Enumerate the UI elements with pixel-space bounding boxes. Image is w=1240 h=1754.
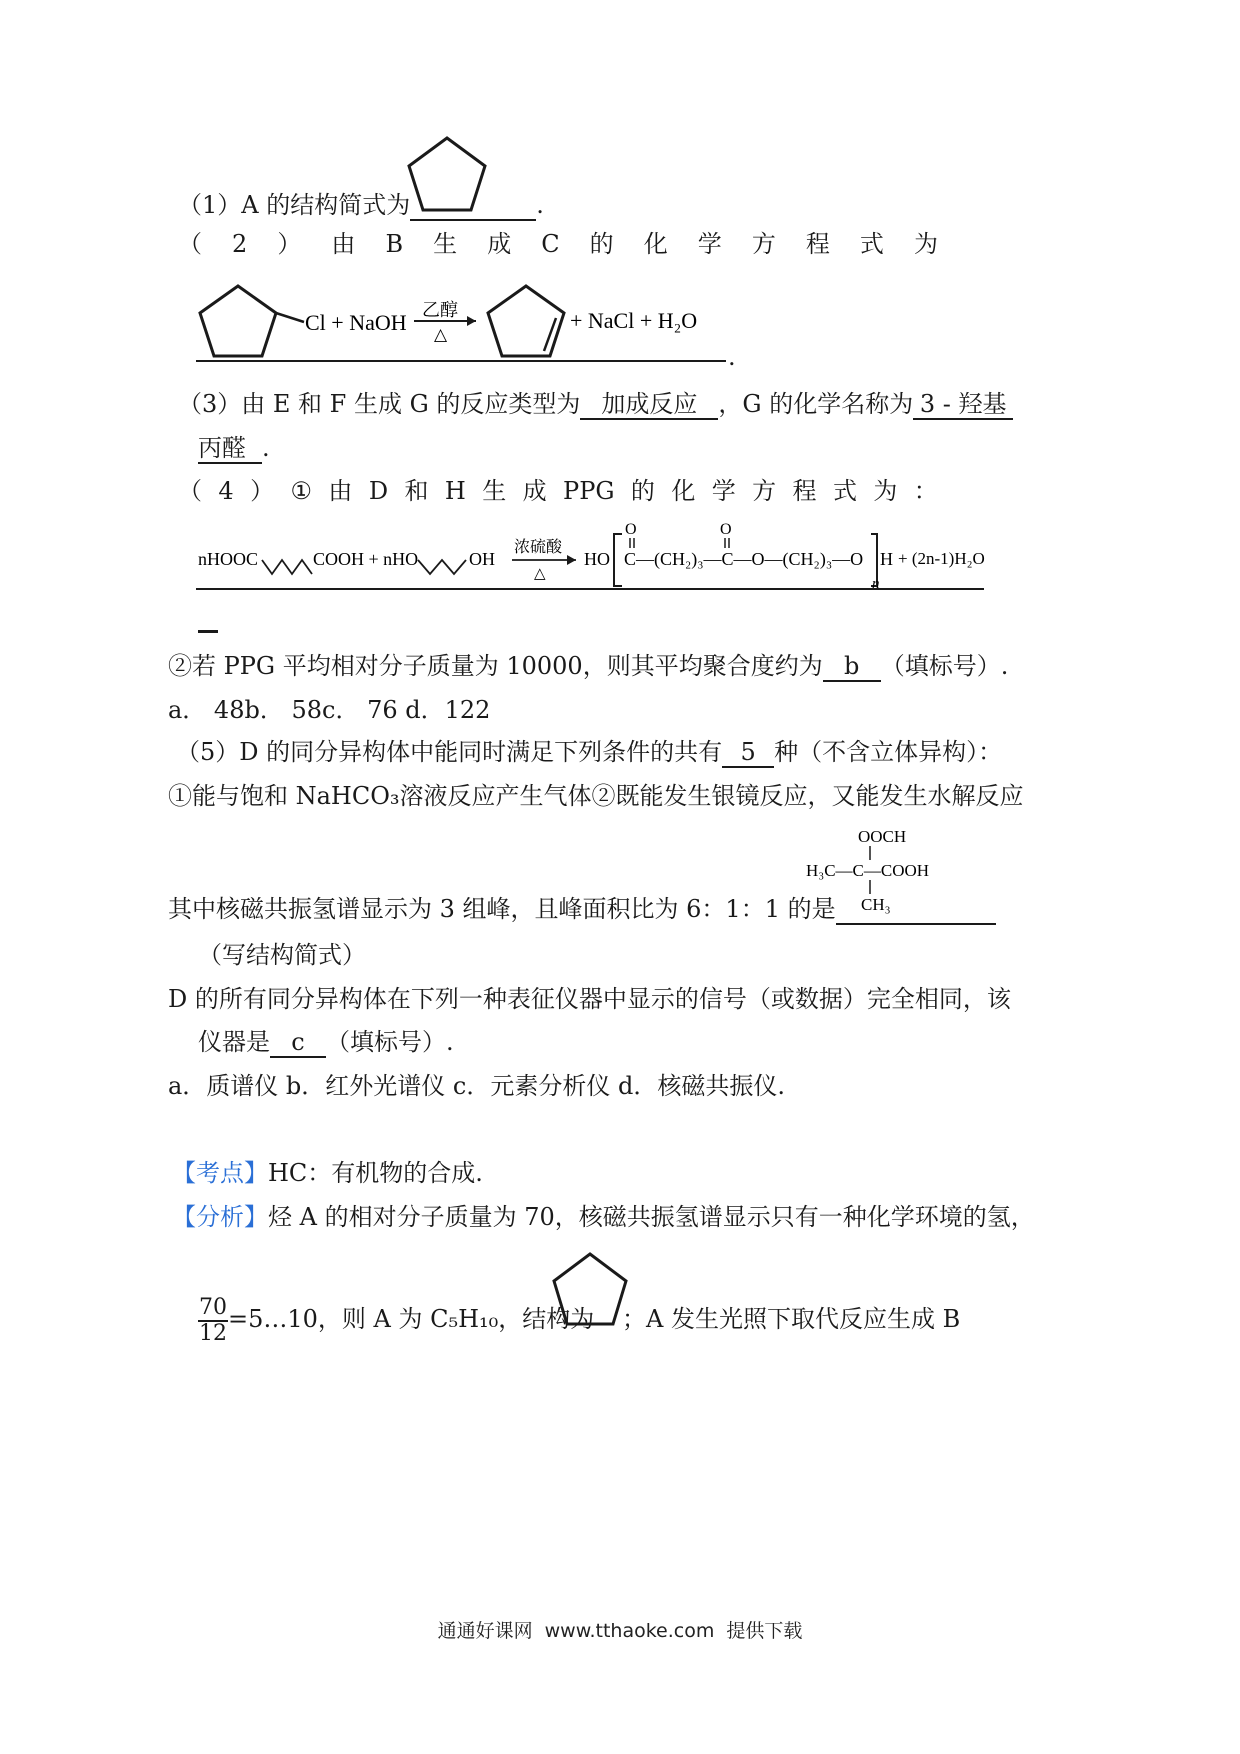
q4-product-ho: HO [584,549,610,569]
fenxi-calc: =5…10，则 A 为 C₅H₁₀，结构为 [228,1305,595,1333]
q2-char: 的 [589,230,614,258]
q4-char: 为 [873,477,898,505]
q5-instrument-answer: c [270,1028,326,1058]
q2-char: 程 [805,230,830,258]
q4-answer-line [196,588,984,590]
q4-options: a． 48b． 58c． 76 d．122 [168,696,491,724]
q4-char: ） [250,477,275,505]
q4-heading [178,476,938,506]
q5-answer: 5 [722,738,774,768]
struct-top: OOCH [858,827,907,846]
q4-char: （ [178,477,202,505]
q2-char: C [541,230,560,258]
q2-reagent-top: 乙醇 [422,300,458,320]
q5-prefix: （5）D 的同分异构体中能同时满足下列条件的共有 [176,738,723,766]
q5-instrument-line-2 [198,1027,454,1058]
cyclopentyl-ring [200,286,276,356]
fraction [198,1296,228,1346]
q5-instrument-line-1: D 的所有同分异构体在下列一种表征仪器中显示的信号（或数据）完全相同，该 [168,985,1011,1013]
q2-products: + NaCl + H₂O [570,308,698,333]
q4-tail: + (2n-1)H₂O [898,549,985,568]
q4-char: 式 [832,477,857,505]
struct-middle: H₃C—C—COOH [806,861,930,880]
fenxi-label: 【分析】 [172,1203,268,1231]
q2-answer-line [196,360,726,362]
kaodian-line [172,1158,483,1188]
q2-char: （ [178,230,202,258]
q4-char: 由 [328,477,353,505]
q5-structure-blank [836,895,996,925]
q4-repeat-unit: C—(CH₂)₃—C—O—(CH₂)₃—O [624,549,864,569]
q4-question-2: ②若 PPG 平均相对分子质量为 10000，则其平均聚合度约为 [168,652,823,680]
q5-nmr: 其中核磁共振氢谱显示为 3 组峰，且峰面积比为 6：1：1 的是 [168,895,836,923]
zigzag-chain-2 [418,560,466,574]
q2-char: 成 [487,230,512,258]
q3-end: . [262,434,270,462]
q3-prefix: （3）由 E 和 F 生成 G 的反应类型为 [178,390,581,418]
footer-note: 提供下载 [726,1620,803,1642]
q4-char: 的 [630,477,655,505]
q2-char: 2 [232,230,248,258]
q3-middle: ，G 的化学名称为 [718,390,914,418]
q4-char: ① [290,477,313,505]
struct-bottom: CH₃ [861,895,891,914]
q5-instrument-options: a．质谱仪 b．红外光谱仪 c．元素分析仪 d．核磁共振仪. [168,1072,785,1100]
q3-line [178,389,1013,420]
q4-reagent-bottom: △ [534,566,546,582]
q4-subscript-n: n [872,576,880,592]
q2-char: B [385,230,404,258]
carbonyl-o-2: O [720,521,732,538]
q4-question-2-end: （填标号）. [880,652,1009,680]
q4-left-2: COOH + nHO [313,549,419,569]
q4-char: 化 [671,477,696,505]
q5-nmr-line [168,894,996,925]
q4-char: 成 [522,477,547,505]
q4-answer: b [823,652,881,682]
q2-equation [196,278,756,368]
q3-line-2 [198,433,270,464]
q4-char: 学 [711,477,736,505]
kaodian-text: HC：有机物的合成. [268,1159,483,1187]
q5-instrument-prefix: 仪器是 [198,1028,270,1056]
q3-answer-name-2: 丙醛 [198,434,262,464]
polymer-bracket-left [614,534,622,586]
q2-reactants: Cl + NaOH [305,310,407,335]
q1-prefix: （1）A 的结构简式为 [178,191,411,219]
q4-line-2 [168,651,1008,682]
cyclopentane-structure-2 [548,1248,632,1330]
q4-char: D [368,477,389,505]
q4-char: ： [913,477,938,505]
q3-answer-name-1: 3 - 羟基 [913,390,1013,420]
q2-char: 化 [643,230,668,258]
q4-answer-line-tail [198,630,218,633]
carbonyl-o-1: O [625,521,637,538]
q4-end-h: H [880,549,893,569]
q4-equation [196,516,986,592]
fraction-denominator: 12 [199,1321,227,1346]
q3-answer-type: 加成反应 [580,390,718,420]
q4-char: H [444,477,466,505]
q5-instrument-suffix: （填标号）. [326,1028,454,1056]
q2-reagent-bottom: △ [434,325,448,344]
kaodian-label: 【考点】 [172,1159,268,1187]
q1-suffix: . [536,191,544,219]
q2-char: 生 [433,230,458,258]
q5-line [176,737,1002,768]
q5-note: （写结构简式） [198,941,366,969]
q4-char: 4 [218,477,234,505]
footer-site: 通通好课网 [437,1620,533,1642]
cyclopentene-ring [488,286,564,356]
q2-char: 由 [331,230,356,258]
footer-url[interactable]: www.tthaoke.com [544,1620,715,1642]
q4-char: 生 [482,477,507,505]
q2-end: . [728,343,736,371]
q4-reagent-top: 浓硫酸 [514,539,563,556]
page-footer [0,1616,1240,1643]
q2-char: ） [277,230,302,258]
q5-conditions: ①能与饱和 NaHCO₃溶液反应产生气体②既能发生银镜反应，又能发生水解反应 [168,782,1024,810]
q4-char: 程 [792,477,817,505]
q4-char: 方 [752,477,777,505]
fenxi-text: 烃 A 的相对分子质量为 70，核磁共振氢谱显示只有一种化学环境的氢， [268,1203,1035,1231]
q4-char: PPG [563,477,615,505]
q2-char: 式 [859,230,884,258]
cyclopentane-structure [402,130,492,216]
q5-suffix: 种（不含立体异构）： [774,738,1003,766]
q4-left-3: OH [469,549,495,569]
fenxi-line [172,1202,1035,1232]
q4-left-1: nHOOC [198,549,259,569]
q4-char: 和 [404,477,429,505]
q2-char: 方 [751,230,776,258]
fraction-numerator: 70 [199,1295,227,1320]
q2-char: 为 [913,230,938,258]
fenxi-tail: ；A 发生光照下取代反应生成 B [622,1305,961,1333]
q2-heading [178,229,938,259]
zigzag-chain [262,560,312,574]
q2-char: 学 [697,230,722,258]
